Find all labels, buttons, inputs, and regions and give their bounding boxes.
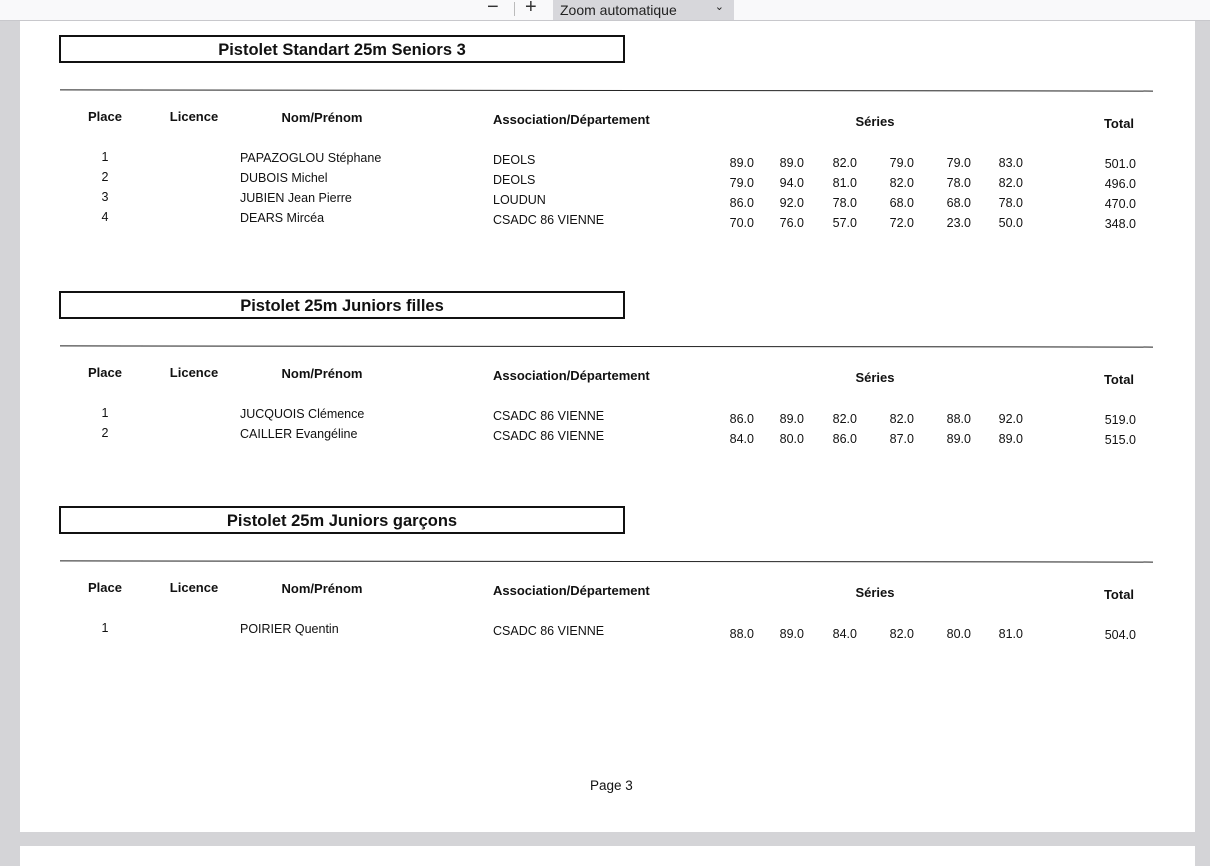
series-score: 84.0	[729, 432, 754, 446]
header-association: Association/Département	[493, 583, 650, 598]
header-total: Total	[1103, 116, 1135, 131]
series-score: 70.0	[729, 216, 754, 230]
series-score: 57.0	[832, 216, 857, 230]
series-score: 78.0	[946, 176, 971, 190]
place: 3	[101, 190, 109, 204]
association: LOUDUN	[493, 193, 546, 207]
place: 1	[101, 406, 109, 420]
divider	[60, 89, 1153, 91]
header-licence: Licence	[169, 580, 219, 595]
association: CSADC 86 VIENNE	[493, 213, 605, 227]
header-nom: Nom/Prénom	[281, 110, 363, 125]
series-score: 89.0	[779, 627, 804, 641]
series-score: 78.0	[998, 196, 1023, 210]
next-pdf-page	[20, 846, 1195, 866]
series-score: 68.0	[889, 196, 914, 210]
series-score: 82.0	[889, 627, 914, 641]
series-score: 88.0	[729, 627, 754, 641]
nom-prenom: POIRIER Quentin	[240, 622, 339, 636]
series-score: 89.0	[946, 432, 971, 446]
nom-prenom: DUBOIS Michel	[240, 171, 328, 185]
nom-prenom: JUBIEN Jean Pierre	[240, 191, 352, 205]
chevron-down-icon: ⌄	[714, 1, 724, 13]
series-score: 82.0	[832, 156, 857, 170]
association: CSADC 86 VIENNE	[493, 409, 605, 423]
place: 4	[101, 210, 109, 224]
header-licence: Licence	[169, 365, 219, 380]
series-score: 92.0	[779, 196, 804, 210]
pdf-page	[20, 21, 1195, 832]
total: 348.0	[1104, 217, 1136, 231]
series-score: 50.0	[998, 216, 1023, 230]
total: 519.0	[1104, 413, 1136, 427]
association: CSADC 86 VIENNE	[493, 429, 605, 443]
section-title: Pistolet Standart 25m Seniors 3	[59, 35, 625, 63]
series-score: 92.0	[998, 412, 1023, 426]
series-score: 81.0	[832, 176, 857, 190]
total: 515.0	[1104, 433, 1136, 447]
pdf-toolbar	[0, 0, 1210, 21]
series-score: 80.0	[946, 627, 971, 641]
section-title: Pistolet 25m Juniors filles	[59, 291, 625, 319]
series-score: 79.0	[729, 176, 754, 190]
series-score: 89.0	[729, 156, 754, 170]
association: CSADC 86 VIENNE	[493, 624, 605, 638]
nom-prenom: CAILLER Evangéline	[240, 427, 358, 441]
series-score: 94.0	[779, 176, 804, 190]
header-nom: Nom/Prénom	[281, 366, 363, 381]
total: 501.0	[1104, 157, 1136, 171]
place: 2	[101, 426, 109, 440]
toolbar-separator	[514, 2, 515, 16]
series-score: 89.0	[779, 412, 804, 426]
header-series: Séries	[855, 114, 895, 129]
header-licence: Licence	[169, 109, 219, 124]
series-score: 82.0	[889, 412, 914, 426]
header-place: Place	[88, 109, 122, 124]
zoom-in-button[interactable]: +	[525, 0, 537, 18]
association: DEOLS	[493, 153, 536, 167]
nom-prenom: PAPAZOGLOU Stéphane	[240, 151, 382, 165]
series-score: 82.0	[832, 412, 857, 426]
nom-prenom: JUCQUOIS Clémence	[240, 407, 365, 421]
total: 504.0	[1104, 628, 1136, 642]
series-score: 72.0	[889, 216, 914, 230]
header-total: Total	[1103, 587, 1135, 602]
header-place: Place	[88, 580, 122, 595]
series-score: 23.0	[946, 216, 971, 230]
series-score: 80.0	[779, 432, 804, 446]
series-score: 79.0	[889, 156, 914, 170]
nom-prenom: DEARS Mircéa	[240, 211, 325, 225]
series-score: 82.0	[889, 176, 914, 190]
header-association: Association/Département	[493, 112, 650, 127]
series-score: 81.0	[998, 627, 1023, 641]
series-score: 86.0	[729, 412, 754, 426]
series-score: 86.0	[832, 432, 857, 446]
association: DEOLS	[493, 173, 536, 187]
header-nom: Nom/Prénom	[281, 581, 363, 596]
header-place: Place	[88, 365, 122, 380]
zoom-select[interactable]	[553, 0, 734, 20]
series-score: 83.0	[998, 156, 1023, 170]
header-series: Séries	[855, 370, 895, 385]
section-title: Pistolet 25m Juniors garçons	[59, 506, 625, 534]
series-score: 89.0	[779, 156, 804, 170]
series-score: 87.0	[889, 432, 914, 446]
divider	[60, 560, 1153, 562]
series-score: 82.0	[998, 176, 1023, 190]
zoom-out-button[interactable]: −	[487, 0, 499, 18]
series-score: 79.0	[946, 156, 971, 170]
series-score: 84.0	[832, 627, 857, 641]
place: 1	[101, 621, 109, 635]
zoom-value: Zoom automatique	[560, 2, 677, 18]
place: 1	[101, 150, 109, 164]
total: 496.0	[1104, 177, 1136, 191]
series-score: 86.0	[729, 196, 754, 210]
page-number: Page 3	[590, 778, 633, 793]
series-score: 89.0	[998, 432, 1023, 446]
series-score: 88.0	[946, 412, 971, 426]
header-series: Séries	[855, 585, 895, 600]
series-score: 68.0	[946, 196, 971, 210]
divider	[60, 345, 1153, 347]
series-score: 76.0	[779, 216, 804, 230]
series-score: 78.0	[832, 196, 857, 210]
header-total: Total	[1103, 372, 1135, 387]
total: 470.0	[1104, 197, 1136, 211]
place: 2	[101, 170, 109, 184]
header-association: Association/Département	[493, 368, 650, 383]
